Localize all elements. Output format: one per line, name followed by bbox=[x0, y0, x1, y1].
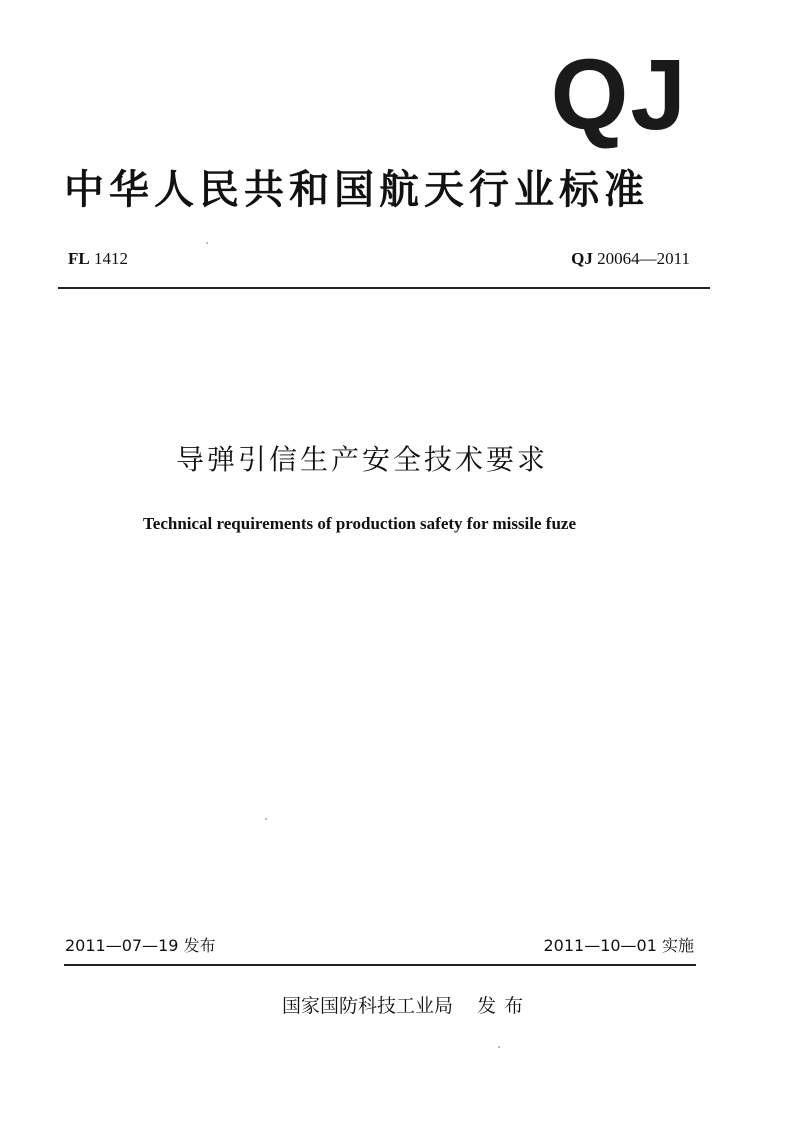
implementation-date: 2011—10—01 实施 bbox=[543, 936, 694, 955]
standard-organization-title: 中华人民共和国航天行业标准 bbox=[64, 167, 649, 213]
scan-speck bbox=[265, 818, 267, 820]
bottom-divider bbox=[64, 964, 696, 966]
scan-speck bbox=[498, 1046, 500, 1048]
document-title-chinese: 导弹引信生产安全技术要求 bbox=[176, 443, 549, 476]
top-divider bbox=[58, 287, 710, 289]
classification-code bbox=[68, 248, 128, 270]
scan-speck bbox=[206, 242, 208, 244]
publisher-action: 发布 bbox=[477, 995, 532, 1017]
qj-logo: QJ bbox=[550, 39, 688, 151]
publisher bbox=[282, 992, 531, 1020]
standard-number bbox=[571, 248, 690, 270]
standard-prefix: QJ bbox=[571, 249, 593, 268]
publisher-name: 国家国防科技工业局 bbox=[282, 995, 454, 1017]
standard-number-value: 20064—2011 bbox=[597, 249, 690, 268]
classification-number: 1412 bbox=[93, 249, 128, 268]
classification-prefix: FL bbox=[68, 249, 90, 268]
document-title-english: Technical requirements of production safety for missile fuze bbox=[143, 514, 577, 533]
issue-date: 2011—07—19 发布 bbox=[65, 936, 216, 955]
